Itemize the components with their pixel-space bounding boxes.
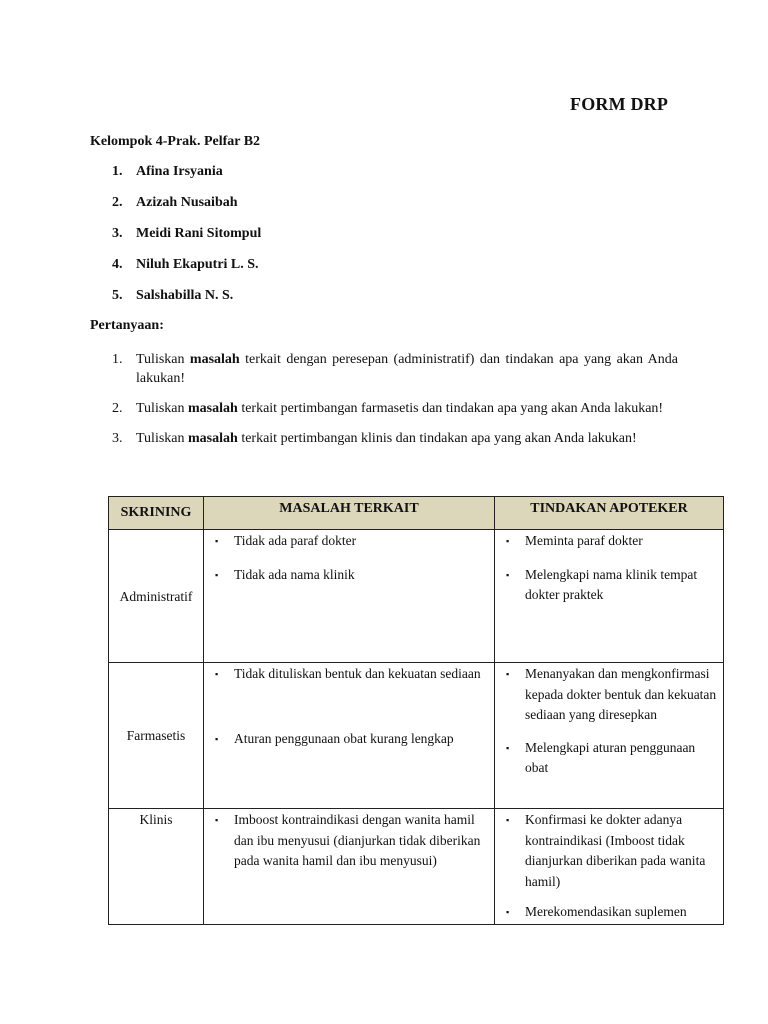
member-name: Salshabilla N. S. (136, 288, 234, 303)
list-item: ▪ Meminta paraf dokter (506, 531, 718, 552)
list-item: ▪ Melengkapi nama klinik tempat dokter praktek (506, 565, 718, 606)
tindakan-cell (495, 809, 724, 925)
bullet-icon: ▪ (506, 815, 510, 825)
row-label: Administratif (109, 530, 204, 663)
masalah-cell (204, 809, 495, 925)
row-label: Klinis (109, 809, 204, 925)
table-header-row (109, 497, 724, 530)
questions-heading: Pertanyaan: (90, 318, 164, 333)
header-masalah: MASALAH TERKAIT (204, 497, 495, 530)
list-item: 5. Salshabilla N. S. (112, 288, 261, 319)
list-item: ▪ Menanyakan dan mengkonfirmasi kepada dokter bentuk dan kekuatan sediaan yang diresepkan (506, 664, 718, 726)
masalah-cell (204, 530, 495, 663)
question-item: 1. Tuliskan masalah terkait dengan peresepan (administratif) dan tindakan apa yang akan Anda lakukan! (112, 352, 678, 386)
table-row (109, 663, 724, 809)
list-item: ▪ Imboost kontraindikasi dengan wanita hamil dan ibu menyusui (dianjurkan tidak diberikan pada wanita hamil dan ibu menyusui) (215, 810, 489, 872)
row-label: Farmasetis (109, 663, 204, 809)
bullet-icon: ▪ (215, 815, 219, 825)
list-item: 4. Niluh Ekaputri L. S. (112, 257, 261, 288)
tindakan-cell (495, 530, 724, 663)
table-row (109, 530, 724, 663)
masalah-cell (204, 663, 495, 809)
list-item: ▪ Tidak ada paraf dokter (215, 531, 489, 552)
group-name: Kelompok 4-Prak. Pelfar B2 (90, 134, 261, 149)
question-item: 3. Tuliskan masalah terkait pertimbangan klinis dan tindakan apa yang akan Anda lakukan! (112, 431, 637, 446)
header-skrining: SKRINING (109, 497, 204, 530)
drp-table (108, 496, 724, 925)
question-item: 2. Tuliskan masalah terkait pertimbangan farmasetis dan tindakan apa yang akan Anda lakukan! (112, 401, 664, 416)
list-item: ▪ Aturan penggunaan obat kurang lengkap (215, 729, 489, 750)
bullet-icon: ▪ (506, 569, 510, 580)
list-item: 1. Afina Irsyania (112, 164, 261, 195)
list-item: ▪ Tidak ada nama klinik (215, 565, 489, 586)
form-title: FORM DRP (570, 94, 669, 114)
member-name: Afina Irsyania (136, 164, 223, 179)
member-name: Azizah Nusaibah (136, 195, 238, 210)
bullet-icon: ▪ (506, 742, 510, 753)
list-item: ▪ Merekomendasikan suplemen (506, 902, 718, 923)
bullet-icon: ▪ (506, 669, 510, 679)
list-item: 3. Meidi Rani Sitompul (112, 226, 261, 257)
bullet-icon: ▪ (215, 669, 219, 679)
list-item: ▪ Konfirmasi ke dokter adanya kontraindikasi (Imboost tidak dianjurkan diberikan pada wanita hamil) (506, 810, 718, 892)
header-tindakan: TINDAKAN APOTEKER (495, 497, 724, 530)
bullet-icon: ▪ (215, 733, 219, 744)
tindakan-cell (495, 663, 724, 809)
member-name: Niluh Ekaputri L. S. (136, 257, 259, 272)
bullet-icon: ▪ (506, 907, 510, 917)
member-list (112, 164, 261, 319)
list-item: ▪ Melengkapi aturan penggunaan obat (506, 738, 718, 779)
bullet-icon: ▪ (215, 536, 219, 546)
list-item: 2. Azizah Nusaibah (112, 195, 261, 226)
bullet-icon: ▪ (215, 569, 219, 580)
member-name: Meidi Rani Sitompul (136, 226, 262, 241)
question-list (112, 350, 678, 459)
list-item: ▪ Tidak dituliskan bentuk dan kekuatan sediaan (215, 664, 489, 685)
bullet-icon: ▪ (506, 536, 510, 546)
table-row (109, 809, 724, 925)
